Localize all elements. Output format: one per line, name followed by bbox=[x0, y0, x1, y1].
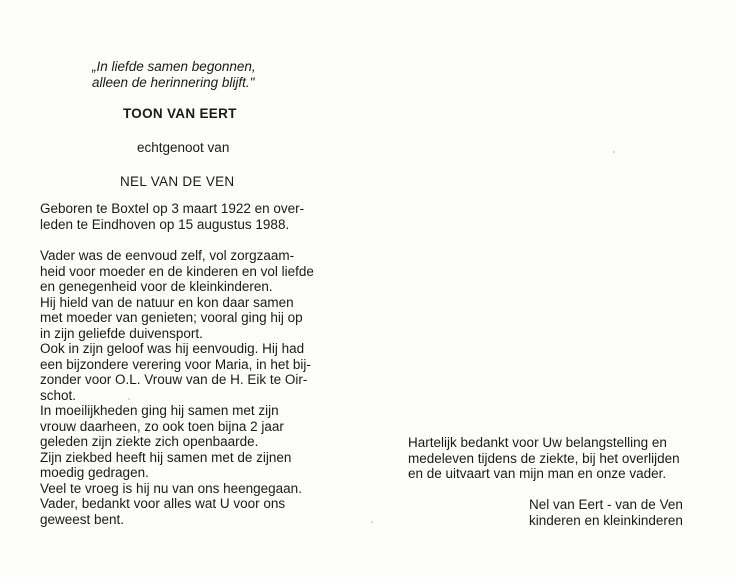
left-panel bbox=[40, 0, 340, 577]
paper-speck bbox=[613, 151, 615, 153]
motto-quote: „In liefde samen begonnen, alleen de herinnering blijft." bbox=[92, 59, 256, 90]
birth-death-text: Geboren te Boxtel op 3 maart 1922 en over- leden te Eindhoven op 15 augustus 1988. bbox=[40, 201, 305, 232]
spouse-name: NEL VAN DE VEN bbox=[120, 174, 235, 189]
paper-speck bbox=[371, 521, 373, 523]
spouse-relation: echtgenoot van bbox=[137, 140, 230, 155]
memorial-text: Vader was de eenvoud zelf, vol zorgzaam- heid voor moeder en de kinderen en vol liefde en genegenheid voor de kleinkinderen. Hij hield van de natuur en kon daar samen met moeder van genieten; vooral ging hij op in zijn geliefde duivensport. Ook in zijn geloof was hij eenvoudig. Hij had een bijzondere verering voor Maria, in het bij- zonder voor O.L. Vrouw van de H. Eik te Oir- schot. In moeilijkheden ging hij samen met zijn vrouw daarheen, zo ook toen bijna 2 jaar geleden zijn ziekte zich openbaarde. Zijn ziekbed heeft hij samen met de zijnen moedig gedragen. Veel te vroeg is hij nu van ons heengegaan. Vader, bedankt voor alles wat U voor ons geweest bent. bbox=[40, 248, 314, 527]
deceased-name: TOON VAN EERT bbox=[123, 106, 237, 121]
right-panel bbox=[408, 0, 708, 577]
signature-text: Nel van Eert - van de Ven kinderen en kleinkinderen bbox=[529, 497, 683, 528]
thanks-text: Hartelijk bedankt voor Uw belangstelling en medeleven tijdens de ziekte, bij het overlijden en de uitvaart van mijn man en onze vader. bbox=[408, 435, 680, 481]
paper-speck bbox=[128, 398, 130, 400]
